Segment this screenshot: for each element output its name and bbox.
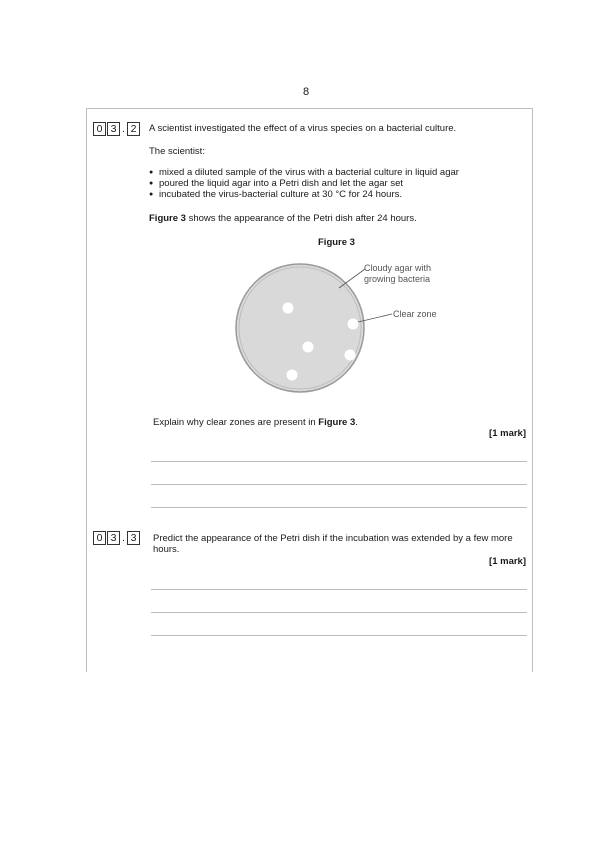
method-step: ● incubated the virus-bacterial culture at 30 °C for 24 hours. (149, 189, 459, 200)
cloudy-agar-pointer (339, 269, 365, 288)
page-number: 8 (302, 86, 310, 98)
question-predict-line1: Predict the appearance of the Petri dish if the incubation was extended by a few more (153, 533, 513, 544)
petri-dish-figure (227, 252, 457, 407)
question-digit: 3 (107, 122, 120, 136)
question-digit: 0 (93, 531, 106, 545)
answer-line[interactable] (151, 484, 527, 485)
marks-label: [1 mark] (489, 428, 526, 439)
question-explain-end: . (355, 417, 358, 428)
figure-ref-rest: shows the appearance of the Petri dish after 24 hours. (185, 213, 417, 224)
question-separator: . (122, 123, 125, 135)
question-digit: 2 (127, 122, 140, 136)
figure-ref-bold: Figure 3 (149, 213, 186, 224)
method-steps (149, 167, 459, 200)
method-step: ● mixed a diluted sample of the virus with a bacterial culture in liquid agar (149, 167, 459, 178)
question-number-03-2 (93, 122, 141, 136)
answer-line[interactable] (151, 589, 527, 590)
question-separator: . (122, 532, 125, 544)
question-explain-start: Explain why clear zones are present in (153, 417, 319, 428)
question-digit: 0 (93, 122, 106, 136)
answer-line[interactable] (151, 461, 527, 462)
question-explain (153, 417, 358, 428)
cloudy-agar-label-line2: growing bacteria (364, 274, 431, 284)
question-number-03-3 (93, 531, 141, 545)
clear-zone (303, 342, 314, 353)
question-frame (86, 108, 533, 672)
figure-reference (149, 213, 417, 224)
question-explain-figure: Figure 3 (318, 417, 356, 428)
clear-zone (345, 350, 356, 361)
clear-zone (348, 319, 359, 330)
figure-title: Figure 3 (318, 237, 355, 248)
answer-line[interactable] (151, 507, 527, 508)
question-digit: 3 (107, 531, 120, 545)
answer-line[interactable] (151, 635, 527, 636)
scientist-lead: The scientist: (149, 146, 205, 157)
petri-dish (236, 264, 364, 392)
marks-label: [1 mark] (489, 556, 526, 567)
clear-zone (287, 370, 298, 381)
question-digit: 3 (127, 531, 140, 545)
clear-zone (283, 303, 294, 314)
clear-zone-label: Clear zone (393, 309, 437, 319)
question-intro: A scientist investigated the effect of a virus species on a bacterial culture. (149, 123, 457, 134)
cloudy-agar-label-line1: Cloudy agar with (364, 263, 432, 273)
answer-line[interactable] (151, 612, 527, 613)
question-predict-line2: hours. (153, 544, 180, 555)
method-step: ● poured the liquid agar into a Petri dish and let the agar set (149, 178, 459, 189)
